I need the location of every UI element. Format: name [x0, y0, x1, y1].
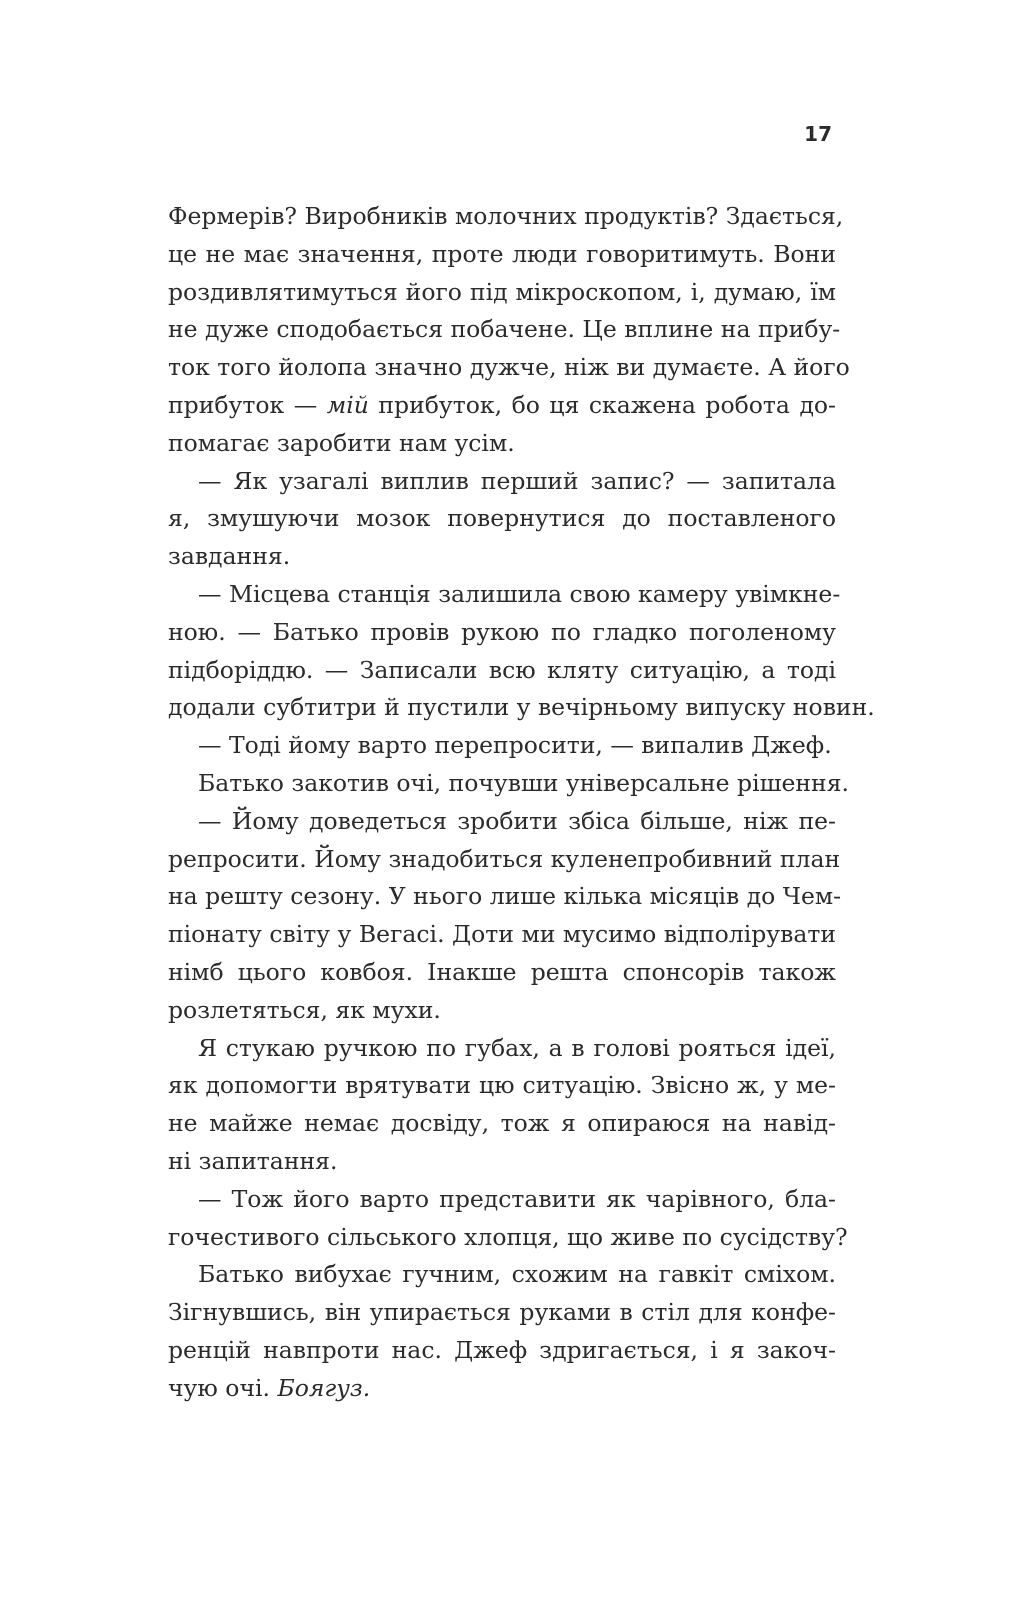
- text-line: [168, 1332, 836, 1370]
- text-line: [168, 1181, 836, 1219]
- text-line-segment: я, змушуючи мозок повернутися до поставленого: [168, 504, 836, 533]
- text-line: [168, 1143, 836, 1181]
- text-line: [168, 878, 842, 916]
- text-line: [168, 274, 836, 312]
- text-line: [168, 652, 836, 690]
- text-line-segment: німб цього ковбоя. Інакше решта спонсорів також: [168, 957, 836, 986]
- text-line: [168, 236, 836, 274]
- italic-emphasis: Боягуз.: [277, 1373, 371, 1402]
- text-line-segment: прибуток, бо ця скажена робота до-: [368, 390, 836, 419]
- text-line-segment: чую очі.: [168, 1373, 278, 1402]
- text-line: [168, 614, 836, 652]
- text-line-segment: Я стукаю ручкою по губах, а в голові рояться ідеї,: [198, 1033, 836, 1062]
- text-line: [168, 689, 875, 727]
- text-line-segment: не майже немає досвіду, тож я опираюся на навід-: [168, 1109, 836, 1138]
- text-line: [168, 500, 836, 538]
- text-line: [168, 992, 836, 1030]
- text-line: [168, 311, 841, 349]
- text-line: [168, 1105, 836, 1143]
- text-line-segment: завдання.: [168, 542, 291, 571]
- text-line: [168, 538, 836, 576]
- text-line-segment: Фермерів? Виробників молочних продуктів? Здається,: [168, 202, 844, 230]
- text-line-segment: — Як узагалі виплив перший запис? — запитала: [198, 466, 836, 495]
- text-line-segment: — Тож його варто представити як чарівного, бла-: [198, 1184, 836, 1213]
- text-line: [168, 463, 836, 501]
- text-line-segment: — Тоді йому варто перепросити, — випалив Джеф.: [198, 731, 832, 760]
- text-line: [168, 954, 836, 992]
- text-line-segment: ною. — Батько провів рукою по гладко поголеному: [168, 617, 836, 646]
- text-line: [168, 841, 841, 879]
- text-line-segment: на решту сезону. У нього лише кілька місяців до Чем-: [168, 882, 842, 911]
- text-line: [168, 727, 836, 765]
- body-text: [168, 198, 875, 1408]
- text-line: [168, 1370, 836, 1408]
- text-line: [168, 803, 836, 841]
- text-line-segment: не дуже сподобається побачене. Це вплине на прибу-: [168, 315, 841, 344]
- text-line-segment: додали субтитри й пустили у вечірньому випуску новин.: [168, 693, 875, 722]
- text-line: [168, 387, 836, 425]
- text-line-segment: гочестивого сільського хлопця, що живе по сусідству?: [168, 1222, 848, 1251]
- text-line-segment: Батько вибухає гучним, схожим на гавкіт сміхом.: [198, 1260, 836, 1289]
- italic-emphasis: мій: [326, 390, 369, 419]
- text-line-segment: Батько закотив очі, почувши універсальне рішення.: [198, 768, 849, 797]
- text-line-segment: — Йому доведеться зробити збіса більше, ніж пе-: [198, 806, 836, 835]
- text-line: [168, 1030, 836, 1068]
- text-line-segment: роздивлятимуться його під мікроскопом, і, думаю, їм: [168, 277, 836, 306]
- text-line: [168, 1294, 836, 1332]
- text-line-segment: Зігнувшись, він упирається руками в стіл для конфе-: [168, 1298, 836, 1327]
- text-line: [168, 1256, 836, 1294]
- text-line-segment: ток того йолопа значно дужче, ніж ви думаєте. А його: [168, 353, 850, 382]
- page-number: 17: [804, 122, 832, 146]
- text-line: [168, 765, 849, 803]
- text-line: [168, 916, 836, 954]
- text-line-segment: — Місцева станція залишила свою камеру увімкне-: [198, 579, 841, 608]
- text-line-segment: репросити. Йому знадобиться куленепробивний план: [168, 844, 841, 873]
- text-line: [168, 349, 850, 387]
- text-line: [168, 1067, 836, 1105]
- text-line-segment: як допомогти врятувати цю ситуацію. Звісно ж, у ме-: [168, 1071, 836, 1100]
- text-line: [168, 1219, 848, 1257]
- text-line-segment: підборіддю. — Записали всю кляту ситуацію, а тоді: [168, 655, 836, 684]
- text-line: [168, 576, 841, 614]
- text-line-segment: ренцій навпроти нас. Джеф здригається, і я закоч-: [168, 1335, 836, 1364]
- text-line: [168, 198, 844, 236]
- text-line-segment: це не має значення, проте люди говоритимуть. Вони: [168, 239, 836, 268]
- text-line-segment: помагає заробити нам усім.: [168, 428, 515, 457]
- text-line-segment: ні запитання.: [168, 1146, 338, 1175]
- text-line-segment: прибуток —: [168, 390, 327, 419]
- text-line-segment: піонату світу у Вегасі. Доти ми мусимо відполірувати: [168, 920, 836, 949]
- text-line: [168, 425, 836, 463]
- text-line-segment: розлетяться, як мухи.: [168, 995, 441, 1024]
